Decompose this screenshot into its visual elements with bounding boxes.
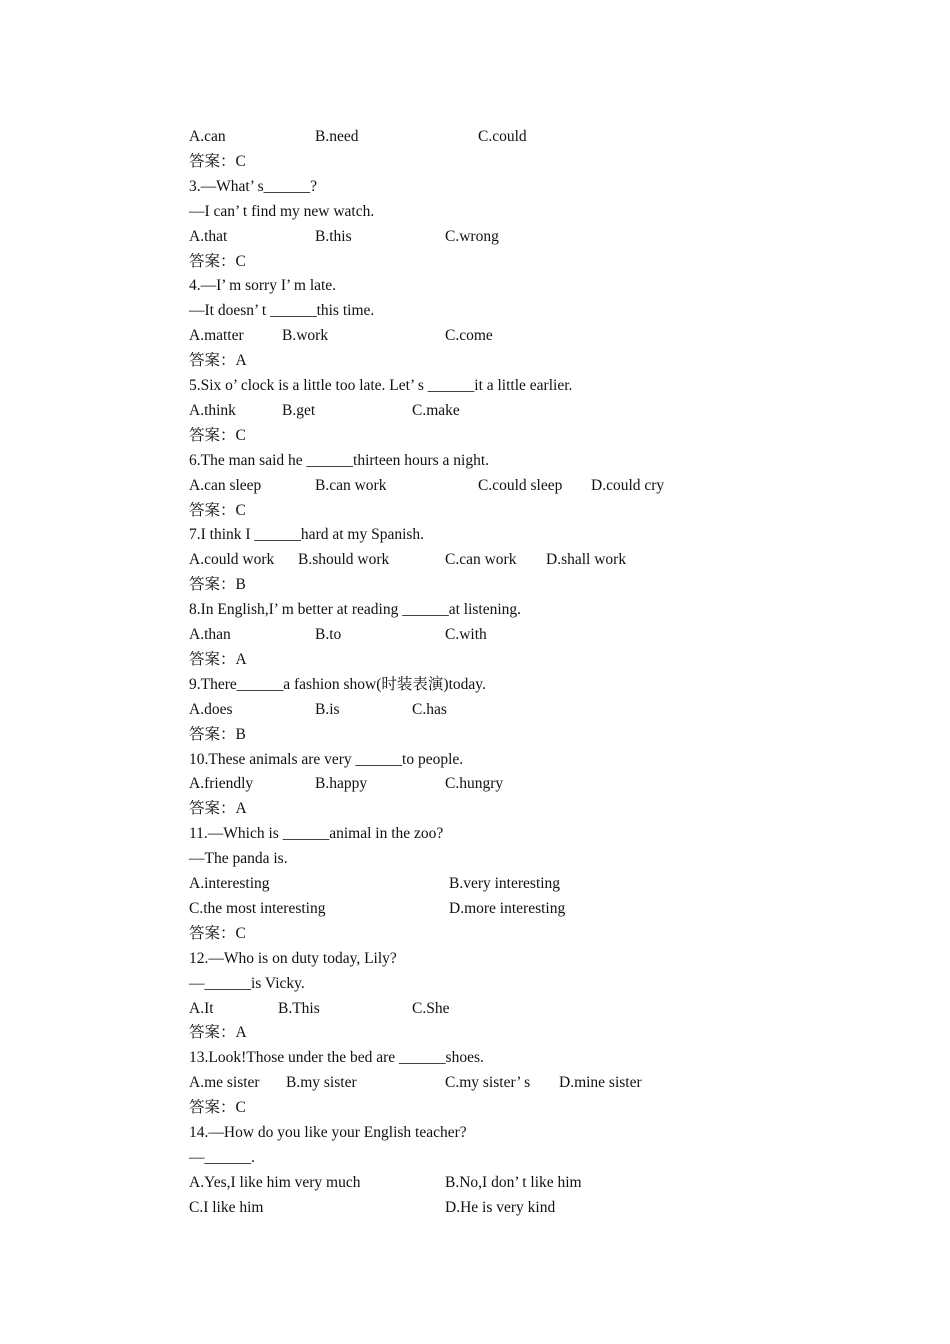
line-text: 8.In English,I’ m better at reading ______at listening. — [189, 601, 522, 619]
line-text: 答案：C — [189, 152, 246, 170]
answer-option: B.work — [282, 327, 329, 345]
answer-option: B.this — [315, 227, 352, 245]
answer-option: A.that — [189, 227, 228, 245]
answer-option: B.should work — [298, 551, 390, 569]
answer-option: C.the most interesting — [189, 899, 326, 917]
answer-option: B.No,I don’ t like him — [445, 1173, 582, 1191]
line-text: 答案：C — [189, 924, 246, 942]
answer-option: B.This — [278, 999, 320, 1017]
answer-option: C.with — [445, 626, 487, 643]
answer-option: B.can work — [315, 476, 387, 494]
answer-option: D.shall work — [546, 551, 627, 569]
line-text: 9.There______a fashion show(时装表演)today. — [189, 675, 486, 693]
answer-option: C.I like him — [189, 1198, 264, 1216]
answer-option: B.my sister — [286, 1074, 357, 1092]
answer-option: D.He is very kind — [445, 1198, 556, 1216]
answer-option: A.think — [189, 401, 236, 419]
line-text: 13.Look!Those under the bed are ______shoes. — [189, 1049, 484, 1067]
answer-option: C.could — [478, 128, 527, 145]
line-text: 12.—Who is on duty today, Lily? — [189, 949, 397, 967]
line-text: 答案：A — [189, 650, 247, 668]
line-text: 答案：B — [189, 725, 246, 743]
line-text: —The panda is. — [189, 850, 288, 868]
line-text: 11.—Which is ______animal in the zoo? — [189, 825, 444, 843]
answer-option: C.come — [445, 327, 493, 345]
answer-option: C.She — [412, 999, 450, 1017]
answer-option: A.can sleep — [189, 476, 262, 494]
answer-option: A.does — [189, 700, 233, 718]
line-text: —______. — [189, 1148, 255, 1166]
answer-option: C.has — [412, 700, 447, 718]
answer-option: D.more interesting — [449, 899, 566, 917]
answer-option: C.can work — [445, 551, 517, 569]
line-text: 答案：C — [189, 426, 246, 444]
answer-option: C.my sister’ s — [445, 1074, 531, 1092]
line-text: 6.The man said he ______thirteen hours a night. — [189, 451, 490, 469]
line-text: 答案：C — [189, 252, 246, 270]
line-text: 答案：C — [189, 501, 246, 519]
answer-option: A.than — [189, 626, 231, 643]
answer-option: C.make — [412, 401, 460, 419]
answer-option: B.is — [315, 700, 340, 718]
line-text: 7.I think I ______hard at my Spanish. — [189, 526, 425, 544]
answer-option: A.matter — [189, 327, 244, 345]
line-text: 答案：A — [189, 800, 247, 818]
answer-option: A.interesting — [189, 875, 270, 892]
answer-option: A.It — [189, 999, 214, 1017]
answer-option: D.mine sister — [559, 1074, 642, 1092]
line-text: —______is Vicky. — [189, 974, 305, 992]
answer-option: B.get — [282, 401, 316, 419]
answer-option: A.friendly — [189, 775, 254, 793]
line-text: 答案：A — [189, 1024, 247, 1042]
answer-option: C.wrong — [445, 227, 499, 245]
line-text: —It doesn’ t ______this time. — [189, 302, 375, 320]
answer-option: A.can — [189, 128, 226, 145]
answer-option: D.could cry — [591, 476, 665, 494]
answer-option: A.me sister — [189, 1074, 260, 1092]
line-text: 14.—How do you like your English teacher? — [189, 1124, 467, 1141]
line-text: 5.Six o’ clock is a little too late. Let’ s ______it a little earlier. — [189, 377, 573, 394]
line-text: 答案：B — [189, 576, 246, 594]
answer-option: C.could sleep — [478, 476, 563, 494]
answer-option: A.Yes,I like him very much — [189, 1173, 361, 1191]
answer-option: B.happy — [315, 775, 368, 793]
line-text: 答案：C — [189, 1099, 246, 1117]
line-text: 10.These animals are very ______to people. — [189, 750, 464, 768]
answer-option: B.to — [315, 626, 342, 643]
answer-option: B.need — [315, 128, 359, 145]
line-text: 4.—I’ m sorry I’ m late. — [189, 277, 337, 295]
answer-option: C.hungry — [445, 775, 504, 793]
answer-option: B.very interesting — [449, 875, 561, 892]
line-text: 答案：A — [189, 352, 247, 370]
line-text: —I can’ t find my new watch. — [189, 202, 375, 220]
line-text: 3.—What’ s______? — [189, 177, 317, 195]
answer-option: A.could work — [189, 551, 275, 569]
